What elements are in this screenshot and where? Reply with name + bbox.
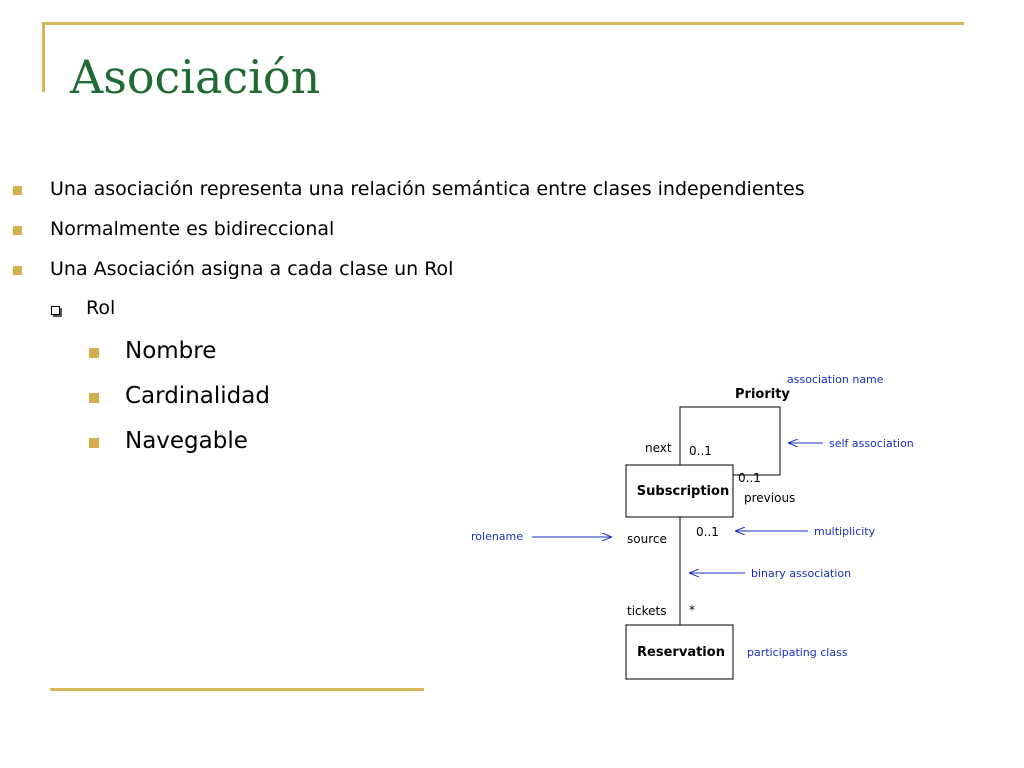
annotation-multiplicity: multiplicity — [814, 525, 876, 538]
role-next-label: next — [645, 441, 672, 455]
bullet-item: Normalmente es bidireccional — [50, 218, 335, 240]
subscription-class-name: Subscription — [636, 484, 730, 499]
sub-sub-bullet-item: Nombre — [125, 338, 217, 364]
multiplicity-previous-label: 0..1 — [738, 471, 761, 485]
sub-sub-bullet-item: Cardinalidad — [125, 383, 270, 409]
multiplicity-source-label: 0..1 — [696, 525, 719, 539]
bullet-item: Una asociación representa una relación semántica entre clases independientes — [50, 178, 805, 200]
role-previous-label: previous — [744, 491, 796, 505]
role-tickets-label: tickets — [627, 604, 667, 618]
multiplicity-next-label: 0..1 — [689, 444, 712, 458]
bullet-item: Una Asociación asigna a cada clase un Rol — [50, 258, 454, 280]
sub-bullet-item: Rol — [86, 297, 116, 319]
annotation-participating-class: participating class — [747, 646, 848, 659]
annotation-self-association: self association — [829, 437, 914, 450]
annotation-association-name: association name — [787, 373, 884, 386]
association-name-label: Priority — [735, 387, 790, 402]
annotation-rolename: rolename — [471, 530, 524, 543]
slide-title: Asociación — [70, 50, 321, 104]
sub-sub-bullet-item: Navegable — [125, 428, 248, 454]
reservation-class-name: Reservation — [637, 645, 725, 660]
role-source-label: source — [627, 532, 667, 546]
multiplicity-tickets-label: * — [689, 603, 695, 617]
annotation-binary-association: binary association — [751, 567, 852, 580]
